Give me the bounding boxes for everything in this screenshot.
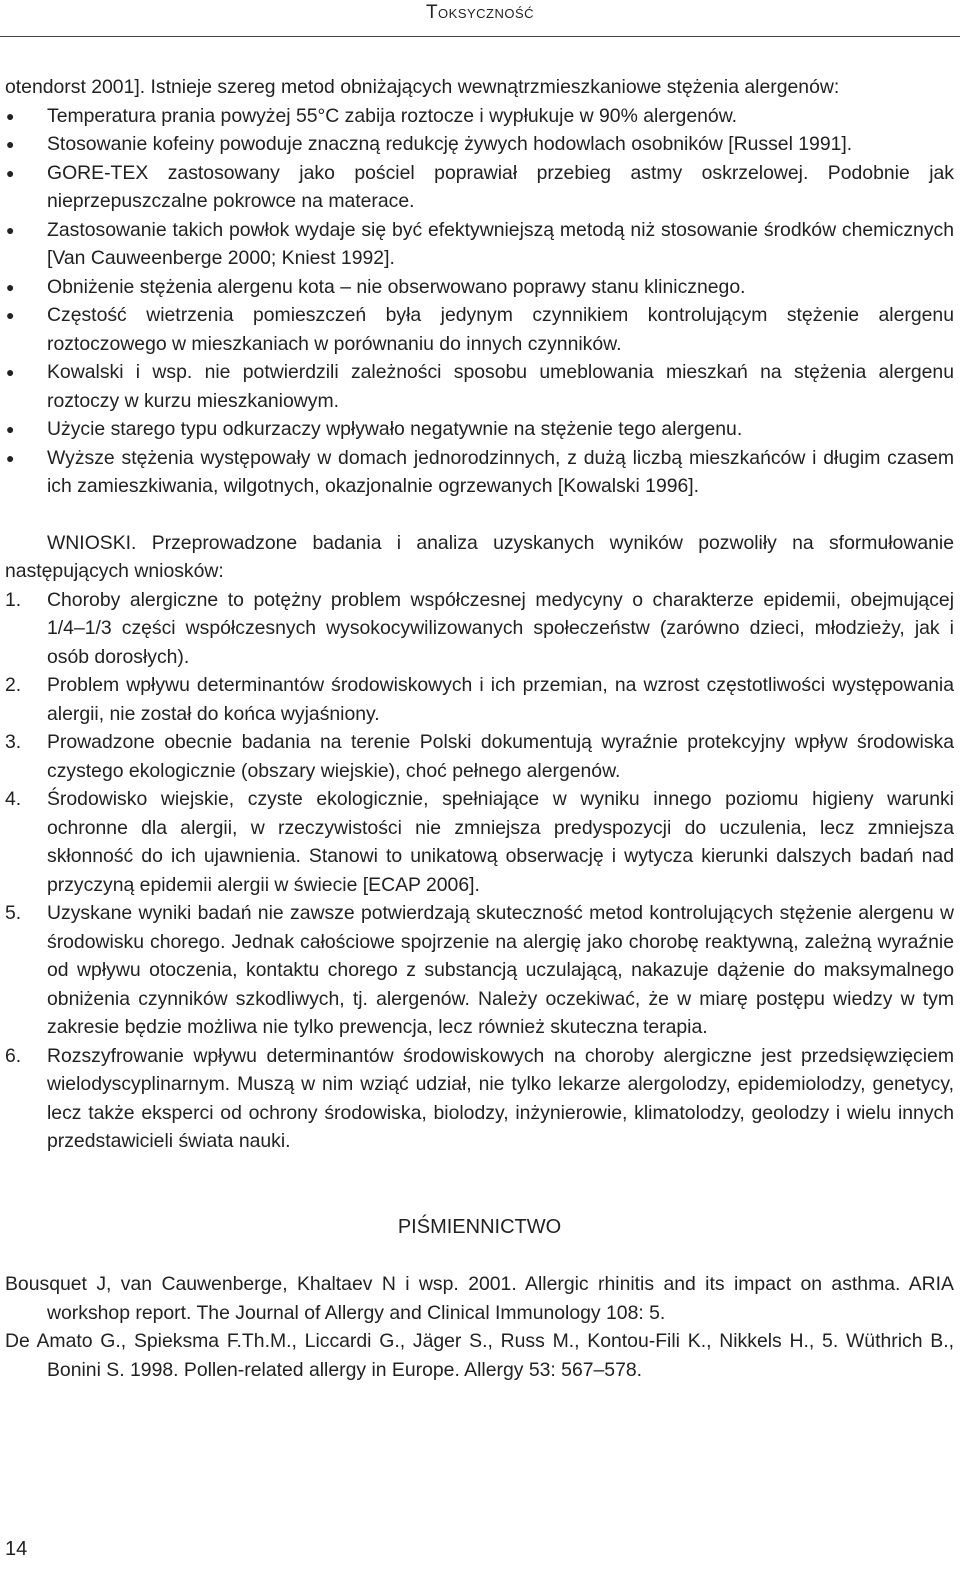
list-item: 5. Uzyskane wyniki badań nie zawsze potwierdzają skuteczność metod kontrolujących stężenie alergenu w środowisku chorego. Jednak całościowe spojrzenie na alergię jako chorobę reaktywną, zależną wyraźnie od wpływu otoczenia, kontaktu chorego z substancją uczulającą, nakazuje dążenie do maksymalnego obniżenia czynników szkodliwych, tj. alergenów. Należy oczekiwać, że w miarę postępu wiedzy w tym zakresie będzie możliwa nie tylko prewencja, lecz również skuteczna terapia. bbox=[5, 899, 954, 1042]
item-number: 5. bbox=[5, 902, 22, 924]
bullet-icon: ● bbox=[6, 364, 15, 380]
conclusions-list bbox=[5, 586, 954, 1156]
bullet-icon: ● bbox=[6, 107, 15, 124]
list-item: ● Częstość wietrzenia pomieszczeń była jedynym czynnikiem kontrolującym stężenie alergenu roztoczowego w mieszkaniach w porównaniu do innych czynników. bbox=[5, 301, 954, 358]
bullet-icon: ● bbox=[6, 449, 15, 466]
conclusions-heading: WNIOSKI. bbox=[47, 531, 137, 554]
reference-item: De Amato G., Spieksma F.Th.M., Liccardi G., Jäger S., Russ M., Kontou-Fili K., Nikkels H., 5. Wüthrich B., Bonini S. 1998. Pollen-related allergy in Europe. Allergy 53: 567–578. bbox=[5, 1330, 954, 1381]
list-item: ● Stosowanie kofeiny powoduje znaczną redukcję żywych hodowlach osobników [Russel 1991]. bbox=[5, 130, 954, 159]
intro-paragraph: otendorst 2001]. Istnieje szereg metod obniżających wewnątrzmieszkaniowe stężenia alergenów: bbox=[5, 76, 840, 98]
item-number: 6. bbox=[5, 1044, 22, 1067]
item-number: 4. bbox=[5, 788, 22, 810]
bullet-icon: ● bbox=[6, 278, 15, 295]
item-number: 3. bbox=[5, 731, 22, 753]
conclusions-lead bbox=[5, 529, 954, 586]
list-item: ● Kowalski i wsp. nie potwierdzili zależności sposobu umeblowania mieszkań na stężenia alergenu roztoczy w kurzu mieszkaniowym. bbox=[5, 358, 954, 415]
spacer bbox=[5, 501, 954, 529]
reference-item: Bousquet J, van Cauwenberge, Khaltaev N i wsp. 2001. Allergic rhinitis and its impact on asthma. ARIA workshop report. The Journal of Allergy and Clinical Immunology 108: 5. bbox=[5, 1273, 954, 1324]
bullet-icon: ● bbox=[6, 164, 15, 181]
list-item: 1. Choroby alergiczne to potężny problem współczesnej medycyny o charakterze epidemii, obejmującej 1/4–1/3 części współczesnych wysokocywilizowanych społeczeństw (zarówno dzieci, młodzieży, jak i osób dorosłych). bbox=[5, 586, 954, 672]
list-item: ● Obniżenie stężenia alergenu kota – nie obserwowano poprawy stanu klinicznego. bbox=[5, 273, 954, 302]
list-item: 4. Środowisko wiejskie, czyste ekologicznie, spełniające w wyniku innego poziomu higieny warunki ochronne dla alergii, w rzeczywistości nie zmniejsza predyspozycji do uczulenia, lecz zmniejsza skłonność do ich ujawnienia. Stanowi to unikatową obserwację i wytycza kierunki dalszych badań nad przyczyną epidemii alergii w świecie [ECAP 2006]. bbox=[5, 785, 954, 899]
list-item: ● Temperatura prania powyżej 55°C zabija roztocze i wypłukuje w 90% alergenów. bbox=[5, 102, 954, 131]
page-number: 14 bbox=[5, 1538, 28, 1560]
item-number: 2. bbox=[5, 674, 22, 696]
running-header bbox=[0, 0, 960, 37]
list-item: ● Użycie starego typu odkurzaczy wpływało negatywnie na stężenie tego alergenu. bbox=[5, 415, 954, 444]
list-item: 3. Prowadzone obecnie badania na terenie Polski dokumentują wyraźnie protekcyjny wpływ środowiska czystego ekologicznie (obszary wiejskie), choć pełnego alergenów. bbox=[5, 728, 954, 785]
list-item: ● GORE-TEX zastosowany jako pościel poprawiał przebieg astmy oskrzelowej. Podobnie jak nieprzepuszczalne pokrowce na materace. bbox=[5, 159, 954, 216]
bullet-icon: ● bbox=[6, 307, 15, 323]
list-item: 2. Problem wpływu determinantów środowiskowych i ich przemian, na wzrost częstotliwości występowania alergii, nie został do końca wyjaśniony. bbox=[5, 671, 954, 728]
page-body bbox=[5, 73, 954, 1384]
references-heading: PIŚMIENNICTWO bbox=[397, 1215, 562, 1238]
list-item: ● Zastosowanie takich powłok wydaje się być efektywniejszą metodą niż stosowanie środków chemicznych [Van Cauweenberge 2000; Kniest 1992]. bbox=[5, 216, 954, 273]
header-title: Toksyczność bbox=[425, 2, 535, 23]
conclusions-lead-text: Przeprowadzone badania i analiza uzyskanych wyników pozwoliły na sformułowanie następujących wniosków: bbox=[5, 531, 954, 582]
list-item: 6. Rozszyfrowanie wpływu determinantów środowiskowych na choroby alergiczne jest przedsięwzięciem wielodyscyplinarnym. Muszą w nim wziąć udział, nie tylko lekarze alergolodzy, epidemiolodzy, genetycy, lecz także eksperci od ochrony środowiska, biolodzy, inżynierowie, klimatolodzy, geolodzy i wielu innych przedstawicieli świata nauki. bbox=[5, 1042, 954, 1156]
bullet-list bbox=[5, 102, 954, 501]
list-item: ● Wyższe stężenia występowały w domach jednorodzinnych, z dużą liczbą mieszkańców i długim czasem ich zamieszkiwania, wilgotnych, okazjonalnie ogrzewanych [Kowalski 1996]. bbox=[5, 444, 954, 501]
item-number: 1. bbox=[5, 588, 22, 611]
bullet-icon: ● bbox=[6, 221, 15, 238]
bullet-icon: ● bbox=[6, 136, 15, 152]
bullet-icon: ● bbox=[6, 421, 15, 437]
